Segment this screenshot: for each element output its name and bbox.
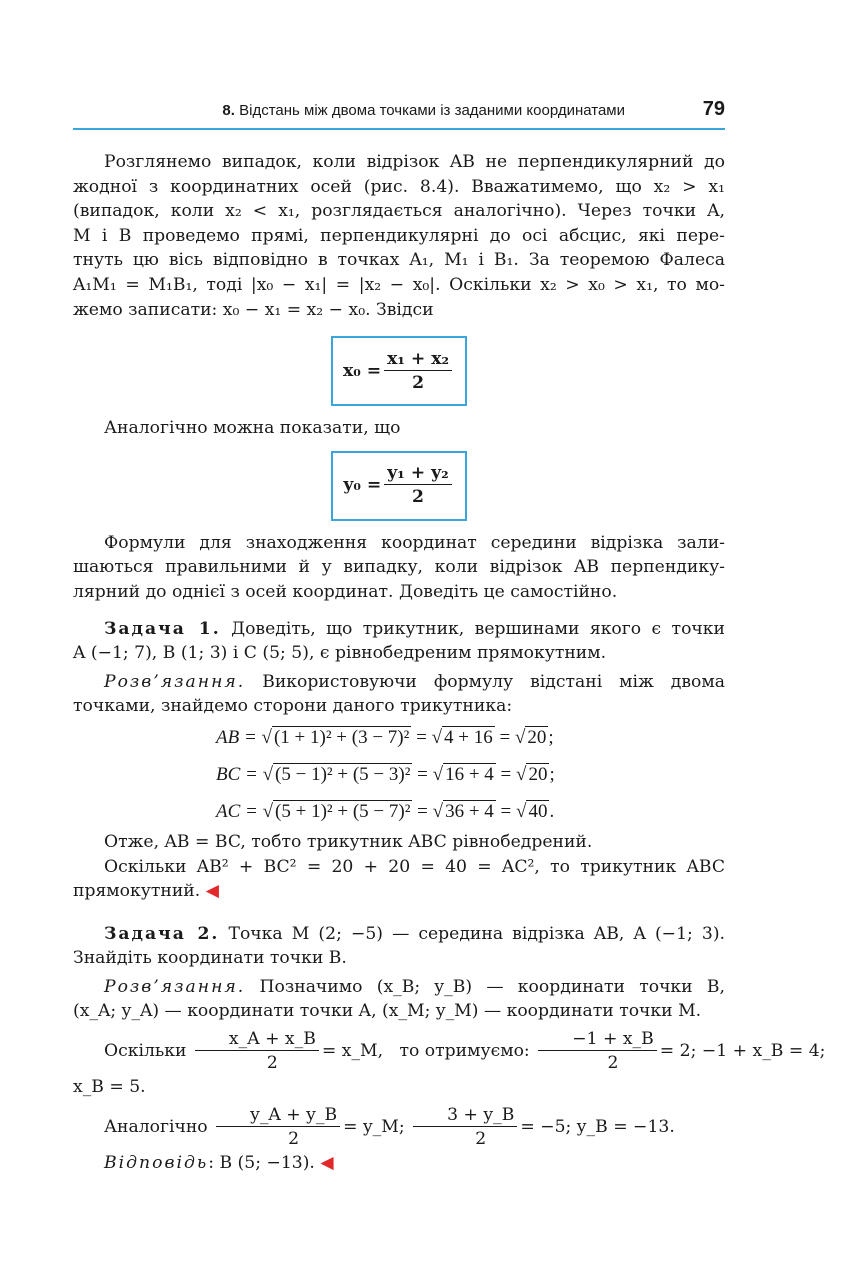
paragraph-line: Аналогічно можна показати, що	[104, 418, 401, 439]
paragraph-line: лярний до однієї з осей координат. Доведіть це самостійно.	[73, 581, 618, 602]
paragraph-line: A₁M₁ = M₁B₁, тоді |x₀ − x₁| = |x₂ − x₀|. Оскільки x₂ > x₀ > x₁, то мо-	[73, 274, 725, 295]
task2-solution: Розв’язання. Позначимо (x_B; y_B) — координати точки B,	[104, 976, 725, 997]
task2-analog: Аналогічно $\frac{y\_A + y\_B}{2}$ = y_M; $\frac{3 + y\_B}{2}$ = −5; y_B = −13.	[104, 1104, 675, 1149]
paragraph-line: жемо записати: x₀ − x₁ = x₂ − x₀. Звідси	[73, 299, 434, 320]
running-header	[73, 96, 725, 130]
task2-statement-line: Знайдіть координати точки B.	[73, 948, 347, 969]
equation-ac: AC = √ (5 + 1)² + (5 − 7)² = √ 36 + 4 = √ 40 .	[216, 800, 555, 822]
end-of-solution-marker: ◀	[320, 1152, 334, 1173]
midpoint-y-formula: y₀ = $\frac{\text{y₁ + y₂}}{2}$	[331, 451, 467, 521]
midpoint-x-formula: x₀ = $\frac{\text{x₁ + x₂}}{2}$	[331, 336, 467, 406]
task1-conclusion: Оскільки AB² + BC² = 20 + 20 = 40 = AC², то трикутник ABC	[104, 856, 725, 877]
paragraph-line: Розглянемо випадок, коли відрізок AB не перпендикулярний до	[104, 152, 725, 172]
equation-bc: BC = √ (5 − 1)² + (5 − 3)² = √ 16 + 4 = √ 20 ;	[216, 763, 555, 785]
section-title: 8. Відстань між двома точками із заданими координатами	[222, 102, 625, 119]
paragraph-line: M і B проведемо прямі, перпендикулярні до осі абсцис, які пере-	[73, 225, 725, 246]
paragraph-line: (випадок, коли x₂ < x₁, розглядається аналогічно). Через точки A,	[73, 201, 725, 222]
paragraph-line: тнуть цю вісь відповідно в точках A₁, M₁ і B₁. За теоремою Фалеса	[73, 250, 725, 271]
task2-xb: x_B = 5.	[73, 1077, 146, 1098]
end-of-solution-marker: ◀	[205, 881, 219, 902]
task1-statement: Задача 1. Доведіть, що трикутник, вершинами якого є точки	[104, 618, 725, 639]
page-number: 79	[702, 98, 725, 120]
task2-statement: Задача 2. Точка M (2; −5) — середина відрізка AB, A (−1; 3).	[104, 923, 725, 944]
task2-solution-line: (x_A; y_A) — координати точки A, (x_M; y_M) — координати точки M.	[73, 1001, 702, 1022]
equation-ab: AB = √ (1 + 1)² + (3 − 7)² = √ 4 + 16 = √ 20 ;	[216, 726, 554, 748]
paragraph-line: жодної з координатних осей (рис. 8.4). Вважатимемо, що x₂ > x₁	[73, 176, 725, 197]
task2-derivation: Оскільки $\frac{x\_A + x\_B}{2}$ = x_M, то отримуємо: $\frac{-1 + x\_B}{2}$ = 2; −1 + x_B = 4;	[104, 1029, 826, 1074]
task2-answer: Відповідь: B (5; −13). ◀	[104, 1152, 334, 1173]
task1-conclusion: Отже, AB = BC, тобто трикутник ABC рівнобедрений.	[104, 831, 593, 852]
paragraph-line: Формули для знаходження координат середини відрізка зали-	[104, 532, 725, 553]
distance-equations	[216, 719, 725, 830]
task1-statement-line: A (−1; 7), B (1; 3) і C (5; 5), є рівнобедреним прямокутним.	[73, 643, 607, 664]
task1-solution-line: точками, знайдемо сторони даного трикутника:	[73, 696, 513, 717]
task1-solution: Розв’язання. Використовуючи формулу відстані між двома	[104, 671, 725, 692]
task1-conclusion: прямокутний. ◀	[73, 881, 219, 902]
page-body	[73, 150, 826, 1175]
paragraph-line: шаються правильними й у випадку, коли відрізок AB перпендику-	[73, 557, 725, 578]
